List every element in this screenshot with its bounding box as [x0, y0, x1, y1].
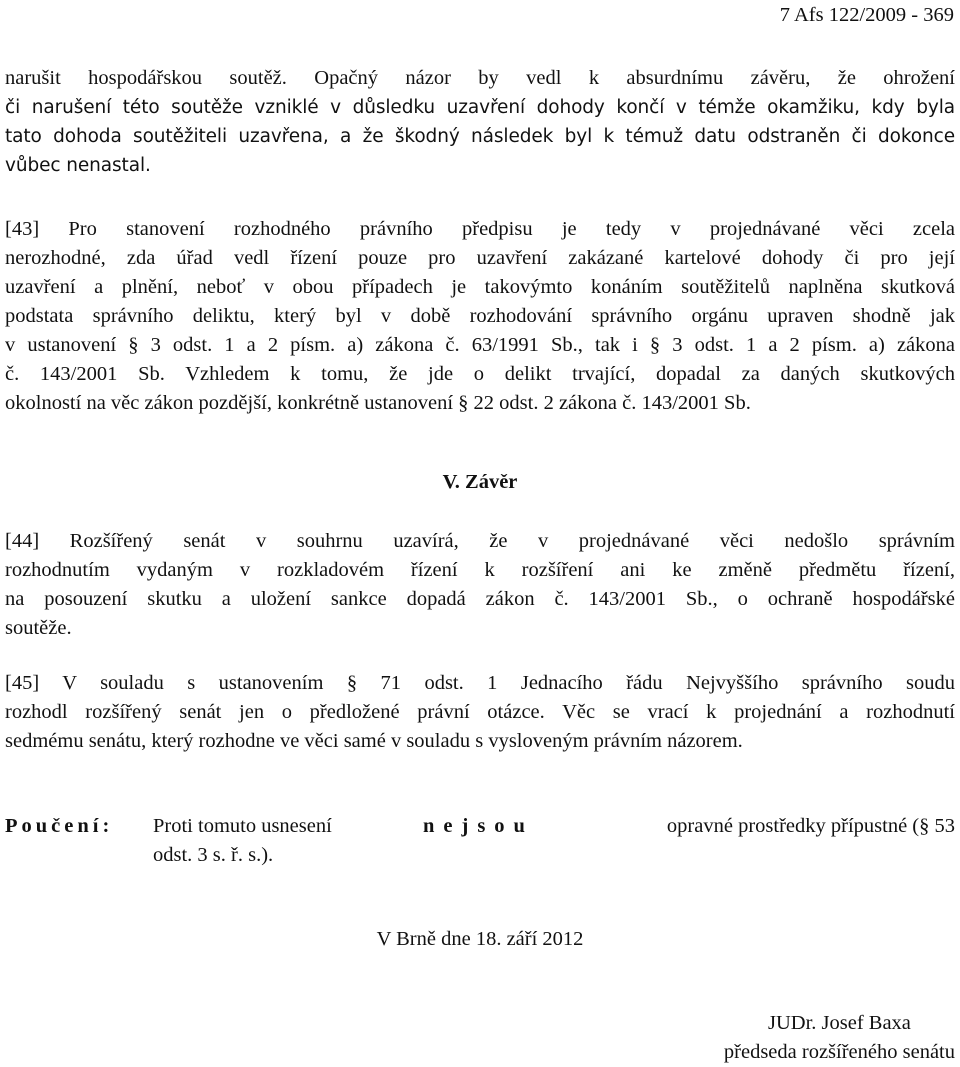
- paragraph-line: soutěže.: [5, 617, 72, 639]
- intro-line: či narušení této soutěže vzniklé v důsledku uzavření dohody končí v témže okamžiku, kdy byla: [5, 97, 955, 118]
- instruction-text-after: opravné prostředky přípustné (§ 53: [666, 815, 955, 837]
- signatory-name: JUDr. Josef Baxa: [767, 1012, 911, 1034]
- paragraph-line: sedmému senátu, který rozhodne ve věci samé v souladu s vysloveným právním názorem.: [5, 730, 743, 752]
- paragraph-line: uzavření a plnění, neboť v obou případech je takovýmto konáním soutěžitelů naplněna skutková: [5, 276, 955, 298]
- place-date: V Brně dne 18. září 2012: [376, 928, 584, 950]
- legal-instruction: [5, 812, 955, 870]
- paragraph-line: rozhodl rozšířený senát jen o předložené právní otázce. Věc se vrací k projednání a rozhodnutí: [5, 701, 955, 723]
- paragraph-line: okolností na věc zákon pozdější, konkrétně ustanovení § 22 odst. 2 zákona č. 143/2001 Sb.: [5, 392, 751, 414]
- case-number-header: 7 Afs 122/2009 - 369: [779, 4, 954, 26]
- instruction-text-before: Proti tomuto usnesení: [153, 815, 332, 837]
- paragraph-line: v ustanovení § 3 odst. 1 a 2 písm. a) zákona č. 63/1991 Sb., tak i § 3 odst. 1 a 2 písm. a) zákona: [5, 334, 955, 356]
- paragraph-line: podstata správního deliktu, který byl v době rozhodování správního orgánu upraven shodně jak: [5, 305, 955, 327]
- intro-paragraph: [5, 64, 955, 180]
- paragraph-line: nerozhodné, zda úřad vedl řízení pouze pro uzavření zakázané kartelové dohody či pro její: [5, 247, 955, 269]
- intro-line: narušit hospodářskou soutěž. Opačný názor by vedl k absurdnímu závěru, že ohrožení: [5, 67, 955, 89]
- instruction-line-2: odst. 3 s. ř. s.).: [153, 844, 274, 866]
- intro-line: tato dohoda soutěžiteli uzavřena, a že škodný následek byl k témuž datu odstraněn či dokonce: [5, 126, 955, 147]
- paragraph-43: [5, 215, 955, 418]
- paragraph-44: [5, 527, 955, 643]
- instruction-emphasis: nejsou: [423, 815, 534, 837]
- section-heading: [0, 468, 960, 497]
- intro-line: vůbec nenastal.: [5, 155, 151, 176]
- paragraph-line: rozhodnutím vydaným v rozkladovém řízení k rozšíření ani ke změně předmětu řízení,: [5, 559, 955, 581]
- paragraph-line: na posouzení skutku a uložení sankce dopadá zákon č. 143/2001 Sb., o ochraně hospodářské: [5, 588, 955, 610]
- signatory-title: předseda rozšířeného senátu: [723, 1041, 955, 1063]
- signature-block: [724, 1009, 955, 1067]
- paragraph-line: [44] Rozšířený senát v souhrnu uzavírá, že v projednávané věci nedošlo správním: [5, 530, 955, 552]
- instruction-label: Poučení:: [5, 815, 114, 837]
- paragraph-45: [5, 669, 955, 756]
- section-number: V.: [442, 471, 460, 493]
- paragraph-line: [45] V souladu s ustanovením § 71 odst. 1 Jednacího řádu Nejvyššího správního soudu: [5, 672, 955, 694]
- section-title: Závěr: [465, 471, 518, 493]
- paragraph-line: [43] Pro stanovení rozhodného právního předpisu je tedy v projednávané věci zcela: [5, 218, 955, 240]
- paragraph-line: č. 143/2001 Sb. Vzhledem k tomu, že jde o delikt trvající, dopadal za daných skutkových: [5, 363, 955, 385]
